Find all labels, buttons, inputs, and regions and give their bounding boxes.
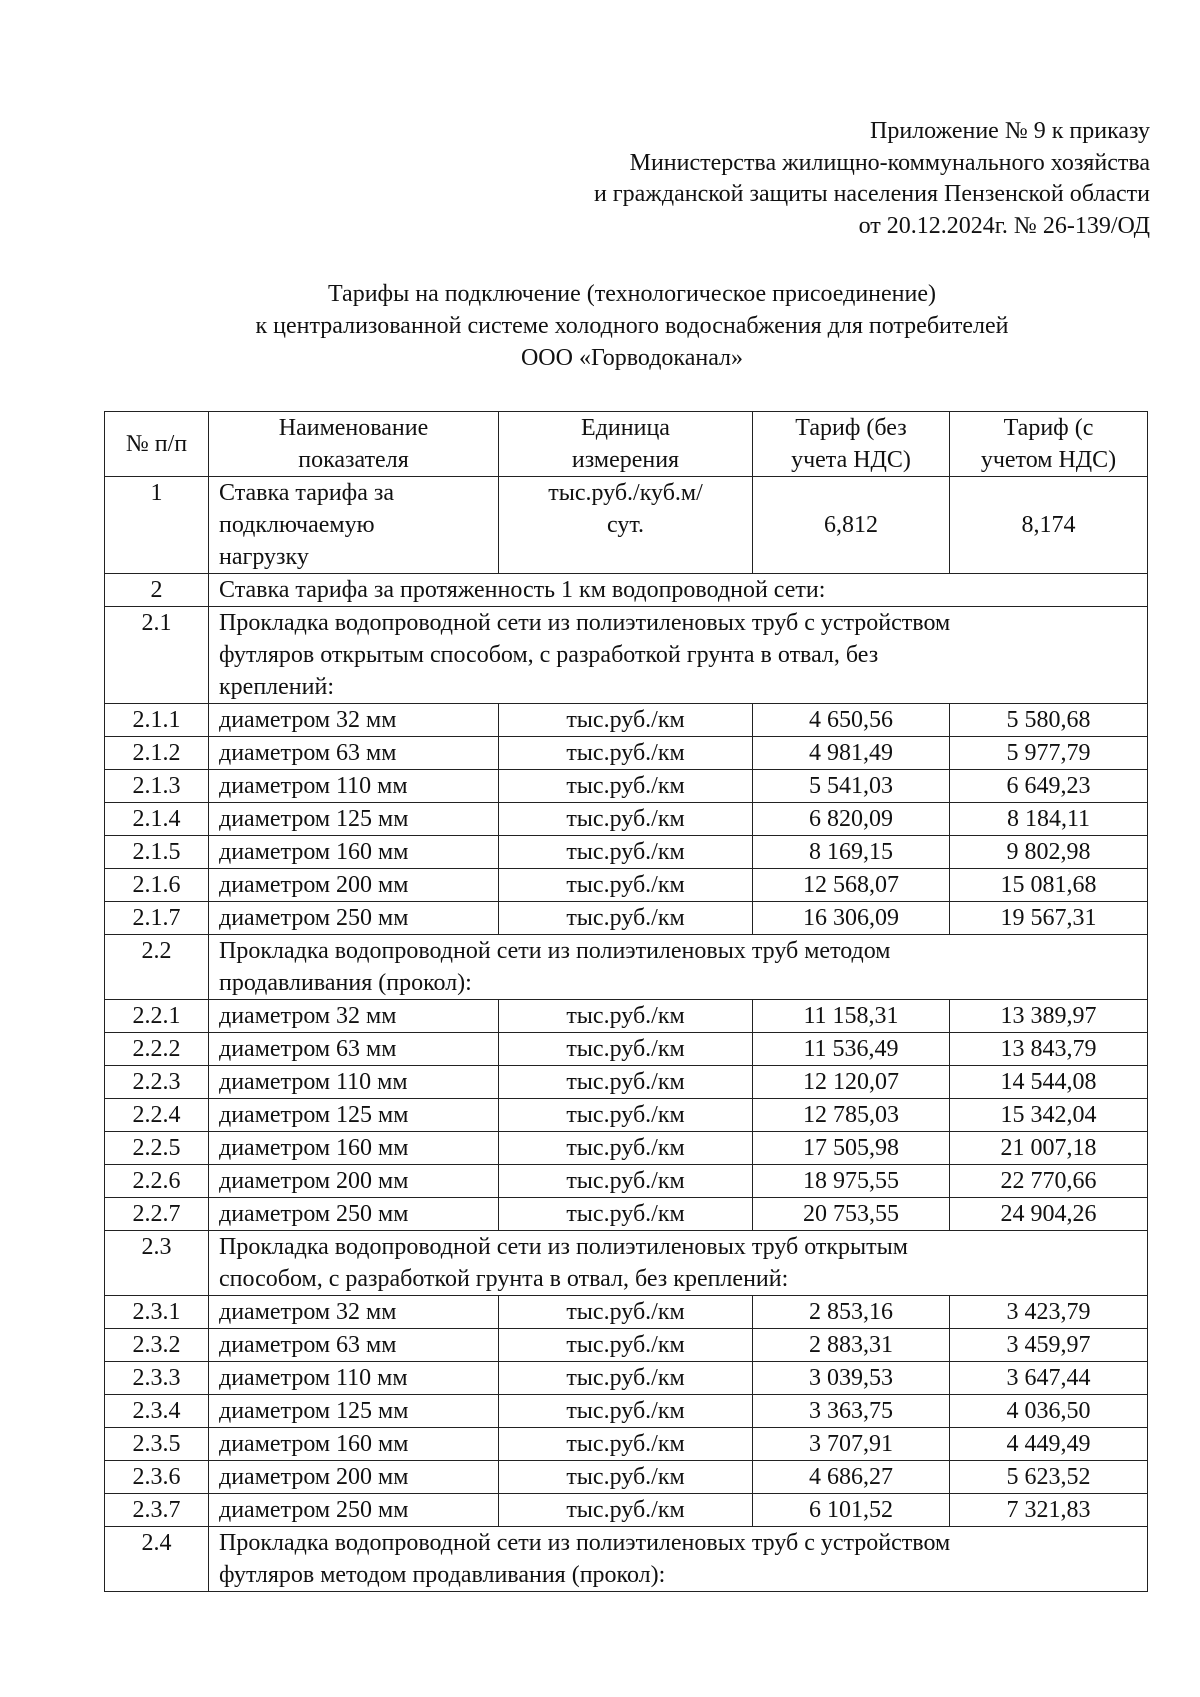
row-name: диаметром 200 мм <box>209 1165 499 1198</box>
title-line-2: к централизованной системе холодного водоснабжения для потребителей <box>255 313 1009 339</box>
header-name <box>209 412 499 477</box>
table-row <box>105 1066 1148 1099</box>
row-name: диаметром 32 мм <box>209 1000 499 1033</box>
row-num: 2.1.7 <box>105 902 209 935</box>
header-tariff-vat <box>950 412 1148 477</box>
section-num: 2.3 <box>105 1231 209 1296</box>
row-tariff-vat: 13 389,97 <box>950 1000 1148 1033</box>
row-2-text: Ставка тарифа за протяженность 1 км водопроводной сети: <box>209 574 1148 607</box>
table-row <box>105 1395 1148 1428</box>
row-tariff-vat: 13 843,79 <box>950 1033 1148 1066</box>
row-unit: тыс.руб./км <box>499 737 753 770</box>
table-row <box>105 869 1148 902</box>
row-tariff-vat: 7 321,83 <box>950 1494 1148 1527</box>
row-num: 2.1.4 <box>105 803 209 836</box>
table-row <box>105 803 1148 836</box>
section-row <box>105 1527 1148 1592</box>
row-tariff-no-vat: 4 686,27 <box>753 1461 950 1494</box>
row-num: 2.3.4 <box>105 1395 209 1428</box>
section-num: 2.1 <box>105 607 209 704</box>
header-num <box>105 412 209 477</box>
row-num: 2.1.6 <box>105 869 209 902</box>
row-unit: тыс.руб./км <box>499 1461 753 1494</box>
row-unit: тыс.руб./км <box>499 1198 753 1231</box>
header-tariff-vat-line-2: учетом НДС) <box>980 447 1117 473</box>
table-row <box>105 1099 1148 1132</box>
row-tariff-vat: 24 904,26 <box>950 1198 1148 1231</box>
table-row <box>105 1494 1148 1527</box>
row-num: 2.1.2 <box>105 737 209 770</box>
row-name: диаметром 250 мм <box>209 1494 499 1527</box>
row-tariff-no-vat: 18 975,55 <box>753 1165 950 1198</box>
row-unit: тыс.руб./км <box>499 1033 753 1066</box>
row-1-no-vat: 6,812 <box>753 477 950 574</box>
section-row <box>105 935 1148 1000</box>
row-tariff-no-vat: 3 707,91 <box>753 1428 950 1461</box>
row-1-unit-line-1: тыс.руб./куб.м/ <box>548 480 703 506</box>
row-tariff-vat: 15 342,04 <box>950 1099 1148 1132</box>
table-row <box>105 1000 1148 1033</box>
header-num-text: № п/п <box>125 431 188 457</box>
row-tariff-no-vat: 3 039,53 <box>753 1362 950 1395</box>
section-title-line: Прокладка водопроводной сети из полиэтиленовых труб методом <box>219 938 891 964</box>
row-num: 2.2.5 <box>105 1132 209 1165</box>
header-tariff-vat-line-1: Тариф (с <box>1003 415 1094 441</box>
tariff-table-body <box>105 412 1148 1592</box>
row-num: 2.3.7 <box>105 1494 209 1527</box>
row-name: диаметром 200 мм <box>209 1461 499 1494</box>
row-tariff-vat: 5 580,68 <box>950 704 1148 737</box>
row-unit: тыс.руб./км <box>499 1000 753 1033</box>
section-title-line: футляров открытым способом, с разработкой грунта в отвал, без <box>219 642 879 668</box>
row-unit: тыс.руб./км <box>499 770 753 803</box>
table-row <box>105 704 1148 737</box>
row-name: диаметром 250 мм <box>209 1198 499 1231</box>
row-tariff-no-vat: 4 981,49 <box>753 737 950 770</box>
appendix-line-1: Приложение № 9 к приказу <box>870 118 1150 144</box>
row-name: диаметром 125 мм <box>209 1395 499 1428</box>
section-title <box>209 935 1148 1000</box>
appendix-line-4: от 20.12.2024г. № 26-139/ОД <box>858 212 1150 239</box>
row-unit: тыс.руб./км <box>499 902 753 935</box>
appendix-line-2: Министерства жилищно-коммунального хозяйства <box>629 149 1150 176</box>
row-tariff-vat: 22 770,66 <box>950 1165 1148 1198</box>
row-num: 2.3.1 <box>105 1296 209 1329</box>
row-tariff-vat: 6 649,23 <box>950 770 1148 803</box>
appendix-line-3: и гражданской защиты населения Пензенской области <box>593 181 1150 207</box>
table-row <box>105 1329 1148 1362</box>
row-unit: тыс.руб./км <box>499 803 753 836</box>
row-unit: тыс.руб./км <box>499 1296 753 1329</box>
header-unit <box>499 412 753 477</box>
row-tariff-no-vat: 4 650,56 <box>753 704 950 737</box>
row-unit: тыс.руб./км <box>499 869 753 902</box>
row-name: диаметром 110 мм <box>209 1362 499 1395</box>
row-num: 2.3.5 <box>105 1428 209 1461</box>
row-num: 2.2.7 <box>105 1198 209 1231</box>
row-name: диаметром 160 мм <box>209 836 499 869</box>
table-row <box>105 770 1148 803</box>
table-row-1 <box>105 477 1148 574</box>
table-header-row <box>105 412 1148 477</box>
row-tariff-vat: 4 449,49 <box>950 1428 1148 1461</box>
section-row <box>105 607 1148 704</box>
table-row <box>105 1132 1148 1165</box>
row-num: 2.3.3 <box>105 1362 209 1395</box>
row-tariff-vat: 5 623,52 <box>950 1461 1148 1494</box>
header-name-line-1: Наименование <box>278 415 429 441</box>
row-unit: тыс.руб./км <box>499 1066 753 1099</box>
row-1-num: 1 <box>105 477 209 574</box>
row-name: диаметром 200 мм <box>209 869 499 902</box>
row-name: диаметром 250 мм <box>209 902 499 935</box>
row-1-name <box>209 477 499 574</box>
row-name: диаметром 63 мм <box>209 1329 499 1362</box>
row-num: 2.2.3 <box>105 1066 209 1099</box>
section-num: 2.4 <box>105 1527 209 1592</box>
row-num: 2.3.6 <box>105 1461 209 1494</box>
section-title-line: Прокладка водопроводной сети из полиэтиленовых труб с устройством <box>219 1530 951 1556</box>
row-tariff-no-vat: 16 306,09 <box>753 902 950 935</box>
table-row <box>105 737 1148 770</box>
row-name: диаметром 32 мм <box>209 704 499 737</box>
row-tariff-no-vat: 6 820,09 <box>753 803 950 836</box>
row-name: диаметром 63 мм <box>209 1033 499 1066</box>
row-num: 2.2.2 <box>105 1033 209 1066</box>
row-unit: тыс.руб./км <box>499 1362 753 1395</box>
row-num: 2.1.5 <box>105 836 209 869</box>
section-title-line: креплений: <box>219 674 334 700</box>
row-tariff-no-vat: 12 568,07 <box>753 869 950 902</box>
document-title <box>0 278 1200 374</box>
row-1-name-line-2: подключаемую <box>219 512 375 538</box>
table-row <box>105 836 1148 869</box>
header-tariff-no-vat <box>753 412 950 477</box>
section-title-line: Прокладка водопроводной сети из полиэтиленовых труб с устройством <box>219 610 951 636</box>
table-row <box>105 1198 1148 1231</box>
row-tariff-vat: 14 544,08 <box>950 1066 1148 1099</box>
row-tariff-no-vat: 11 536,49 <box>753 1033 950 1066</box>
row-unit: тыс.руб./км <box>499 1494 753 1527</box>
row-name: диаметром 110 мм <box>209 770 499 803</box>
header-name-line-2: показателя <box>298 447 409 473</box>
section-title <box>209 1527 1148 1592</box>
row-name: диаметром 125 мм <box>209 1099 499 1132</box>
header-unit-line-1: Единица <box>581 415 670 441</box>
row-tariff-vat: 3 647,44 <box>950 1362 1148 1395</box>
header-unit-line-2: измерения <box>571 447 680 473</box>
row-tariff-vat: 8 184,11 <box>950 803 1148 836</box>
row-tariff-vat: 5 977,79 <box>950 737 1148 770</box>
table-row <box>105 1165 1148 1198</box>
tariff-table <box>104 411 1148 1592</box>
row-name: диаметром 110 мм <box>209 1066 499 1099</box>
row-unit: тыс.руб./км <box>499 1395 753 1428</box>
row-num: 2.1.3 <box>105 770 209 803</box>
row-tariff-no-vat: 12 785,03 <box>753 1099 950 1132</box>
row-tariff-vat: 21 007,18 <box>950 1132 1148 1165</box>
row-tariff-no-vat: 8 169,15 <box>753 836 950 869</box>
table-row <box>105 1461 1148 1494</box>
section-title <box>209 1231 1148 1296</box>
table-row <box>105 1033 1148 1066</box>
row-unit: тыс.руб./км <box>499 1099 753 1132</box>
row-num: 2.1.1 <box>105 704 209 737</box>
table-row-2 <box>105 574 1148 607</box>
row-num: 2.2.4 <box>105 1099 209 1132</box>
row-1-unit-line-2: сут. <box>606 512 645 538</box>
row-tariff-vat: 15 081,68 <box>950 869 1148 902</box>
section-title-line: Прокладка водопроводной сети из полиэтиленовых труб открытым <box>219 1234 908 1260</box>
row-unit: тыс.руб./км <box>499 704 753 737</box>
appendix-header <box>594 116 1150 242</box>
row-name: диаметром 32 мм <box>209 1296 499 1329</box>
row-tariff-no-vat: 6 101,52 <box>753 1494 950 1527</box>
section-num: 2.2 <box>105 935 209 1000</box>
title-line-3: ООО «Горводоканал» <box>520 345 744 371</box>
row-tariff-vat: 3 423,79 <box>950 1296 1148 1329</box>
table-row <box>105 902 1148 935</box>
row-tariff-no-vat: 20 753,55 <box>753 1198 950 1231</box>
row-num: 2.3.2 <box>105 1329 209 1362</box>
row-tariff-vat: 4 036,50 <box>950 1395 1148 1428</box>
row-tariff-no-vat: 17 505,98 <box>753 1132 950 1165</box>
row-tariff-vat: 3 459,97 <box>950 1329 1148 1362</box>
row-name: диаметром 125 мм <box>209 803 499 836</box>
table-row <box>105 1362 1148 1395</box>
row-tariff-no-vat: 5 541,03 <box>753 770 950 803</box>
section-row <box>105 1231 1148 1296</box>
table-row <box>105 1428 1148 1461</box>
row-tariff-no-vat: 12 120,07 <box>753 1066 950 1099</box>
row-tariff-no-vat: 11 158,31 <box>753 1000 950 1033</box>
header-tariff-no-vat-line-1: Тариф (без <box>795 415 907 441</box>
row-name: диаметром 160 мм <box>209 1132 499 1165</box>
row-name: диаметром 63 мм <box>209 737 499 770</box>
row-unit: тыс.руб./км <box>499 1428 753 1461</box>
row-tariff-vat: 19 567,31 <box>950 902 1148 935</box>
row-tariff-no-vat: 3 363,75 <box>753 1395 950 1428</box>
row-2-num: 2 <box>105 574 209 607</box>
row-1-name-line-1: Ставка тарифа за <box>219 480 395 506</box>
table-row <box>105 1296 1148 1329</box>
row-1-vat: 8,174 <box>950 477 1148 574</box>
title-line-1: Тарифы на подключение (технологическое присоединение) <box>327 281 937 307</box>
row-num: 2.2.1 <box>105 1000 209 1033</box>
row-unit: тыс.руб./км <box>499 836 753 869</box>
header-tariff-no-vat-line-2: учета НДС) <box>791 447 911 473</box>
row-name: диаметром 160 мм <box>209 1428 499 1461</box>
row-tariff-no-vat: 2 853,16 <box>753 1296 950 1329</box>
row-1-unit <box>499 477 753 574</box>
section-title <box>209 607 1148 704</box>
section-title-line: способом, с разработкой грунта в отвал, без креплений: <box>219 1266 789 1292</box>
row-unit: тыс.руб./км <box>499 1165 753 1198</box>
section-title-line: продавливания (прокол): <box>219 970 472 996</box>
row-unit: тыс.руб./км <box>499 1132 753 1165</box>
section-title-line: футляров методом продавливания (прокол): <box>219 1562 666 1588</box>
row-tariff-no-vat: 2 883,31 <box>753 1329 950 1362</box>
row-unit: тыс.руб./км <box>499 1329 753 1362</box>
row-tariff-vat: 9 802,98 <box>950 836 1148 869</box>
row-num: 2.2.6 <box>105 1165 209 1198</box>
row-1-name-line-3: нагрузку <box>219 544 309 570</box>
